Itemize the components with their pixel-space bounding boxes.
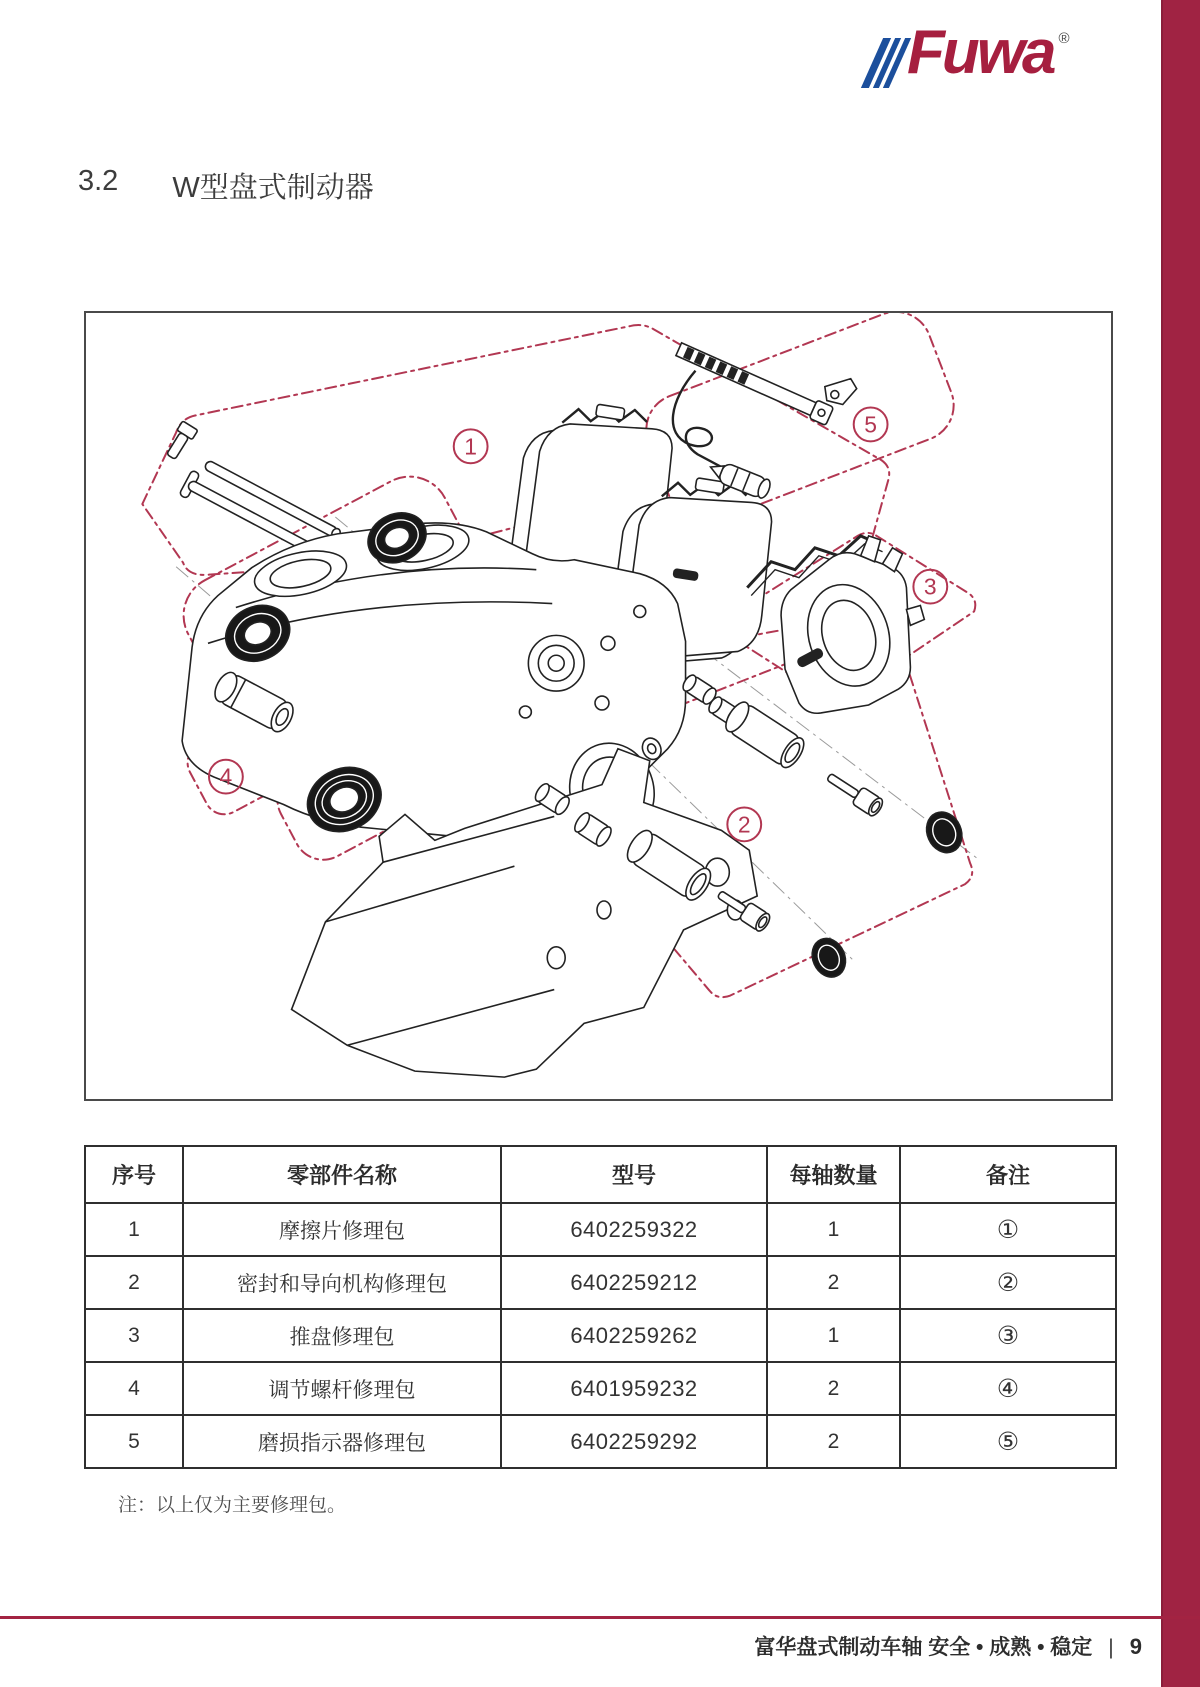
parts-table-body <box>85 1203 1116 1468</box>
registered-mark: ® <box>1058 30 1070 47</box>
cell-remark: ③ <box>900 1309 1116 1362</box>
header-part-name: 零部件名称 <box>183 1146 501 1203</box>
cell-part-name: 调节螺杆修理包 <box>183 1362 501 1415</box>
section-title: W型盘式制动器 <box>172 172 374 204</box>
callout-3 <box>913 570 947 604</box>
header-remark: 备注 <box>900 1146 1116 1203</box>
cell-qty: 1 <box>767 1203 900 1256</box>
table-row <box>85 1256 1116 1309</box>
note-text: 注：以上仅为主要修理包。 <box>118 1495 347 1516</box>
table-row <box>85 1415 1116 1468</box>
svg-text:2: 2 <box>737 811 751 838</box>
end-cap-b <box>806 933 851 982</box>
brand-name: Fuwa <box>907 18 1054 87</box>
header-qty-per-axle: 每轴数量 <box>767 1146 900 1203</box>
cell-model: 6401959232 <box>501 1362 767 1415</box>
table-row <box>85 1362 1116 1415</box>
footer-text: 富华盘式制动车轴 安全 • 成熟 • 稳定 <box>754 1636 1093 1659</box>
cell-no: 2 <box>85 1256 183 1309</box>
cell-no: 5 <box>85 1415 183 1468</box>
cell-model: 6402259322 <box>501 1203 767 1256</box>
cell-no: 1 <box>85 1203 183 1256</box>
section-heading <box>78 165 374 206</box>
svg-text:4: 4 <box>219 763 233 790</box>
table-row <box>85 1203 1116 1256</box>
table-header-row <box>85 1146 1116 1203</box>
footer <box>754 1631 1142 1661</box>
guide-bolt-a <box>823 768 885 818</box>
callout-1 <box>454 429 488 463</box>
cell-model: 6402259292 <box>501 1415 767 1468</box>
cell-model: 6402259212 <box>501 1256 767 1309</box>
brand-logo <box>872 18 1070 88</box>
footer-separator: | <box>1108 1636 1114 1659</box>
section-number: 3.2 <box>78 165 119 197</box>
logo-stripes-icon <box>861 38 911 88</box>
cell-part-name: 摩擦片修理包 <box>183 1203 501 1256</box>
callout-2 <box>727 807 761 841</box>
svg-text:5: 5 <box>864 411 877 438</box>
guide-sleeve-a <box>721 698 808 771</box>
exploded-diagram-panel <box>84 311 1113 1101</box>
cell-no: 4 <box>85 1362 183 1415</box>
callout-5 <box>854 408 888 442</box>
svg-text:3: 3 <box>923 573 937 600</box>
table-row <box>85 1309 1116 1362</box>
cell-qty: 2 <box>767 1362 900 1415</box>
end-cap-a <box>920 806 968 858</box>
wear-indicator-assembly <box>673 340 857 500</box>
exploded-diagram-svg <box>86 313 1111 1099</box>
cell-remark: ② <box>900 1256 1116 1309</box>
cell-part-name: 推盘修理包 <box>183 1309 501 1362</box>
cell-qty: 2 <box>767 1415 900 1468</box>
header-no: 序号 <box>85 1146 183 1203</box>
hex-bolt <box>163 421 198 462</box>
cell-remark: ⑤ <box>900 1415 1116 1468</box>
page-number: 9 <box>1129 1634 1142 1659</box>
svg-text:1: 1 <box>464 433 478 460</box>
header-model: 型号 <box>501 1146 767 1203</box>
cell-part-name: 密封和导向机构修理包 <box>183 1256 501 1309</box>
cell-qty: 2 <box>767 1256 900 1309</box>
cell-remark: ① <box>900 1203 1116 1256</box>
footer-divider <box>0 1616 1200 1619</box>
parts-table <box>84 1145 1117 1469</box>
cell-model: 6402259262 <box>501 1309 767 1362</box>
cell-qty: 1 <box>767 1309 900 1362</box>
right-accent-bar <box>1161 0 1200 1687</box>
cell-remark: ④ <box>900 1362 1116 1415</box>
cell-part-name: 磨损指示器修理包 <box>183 1415 501 1468</box>
parts <box>163 340 968 1077</box>
cell-no: 3 <box>85 1309 183 1362</box>
